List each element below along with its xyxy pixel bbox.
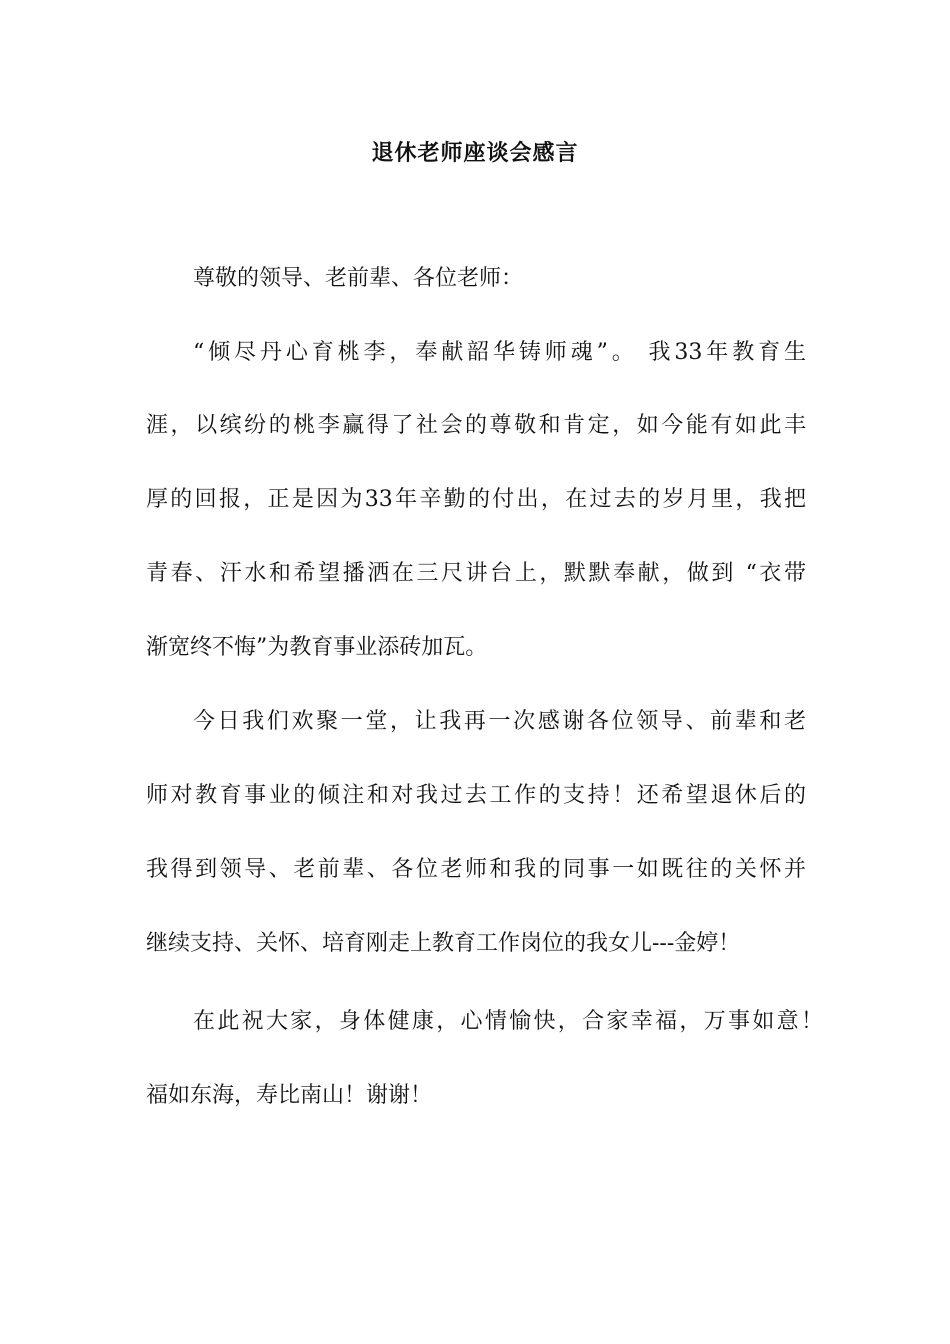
paragraph-line: 我得到领导、老前辈、各位老师和我的同事一如既往的关怀并 (146, 857, 806, 882)
paragraph-line: “倾尽丹心育桃李，奉献韶华铸师魂”。 我33年教育生 (193, 340, 806, 365)
paragraph-line: 继续支持、关怀、培育刚走上教育工作岗位的我女儿---金婷！ (146, 931, 741, 956)
document-title: 退休老师座谈会感言 (371, 140, 579, 166)
salutation-line: 尊敬的领导、老前辈、各位老师： (193, 266, 524, 291)
closing-line: 福如东海，寿比南山！谢谢！ (146, 1083, 433, 1108)
closing-line: 在此祝大家，身体健康，心情愉快，合家幸福，万事如意！ (193, 1009, 823, 1034)
paragraph-line: 渐宽终不悔”为教育事业添砖加瓦。 (146, 635, 488, 660)
paragraph-line: 青春、汗水和希望播洒在三尺讲台上，默默奉献，做到 “衣带 (146, 561, 806, 586)
paragraph-line: 涯，以缤纷的桃李赢得了社会的尊敬和肯定，如今能有如此丰 (146, 413, 806, 438)
paragraph-line: 师对教育事业的倾注和对我过去工作的支持！还希望退休后的 (146, 783, 806, 808)
paragraph-line: 今日我们欢聚一堂，让我再一次感谢各位领导、前辈和老 (193, 709, 806, 734)
paragraph-line: 厚的回报，正是因为33年辛勤的付出，在过去的岁月里，我把 (146, 487, 806, 512)
